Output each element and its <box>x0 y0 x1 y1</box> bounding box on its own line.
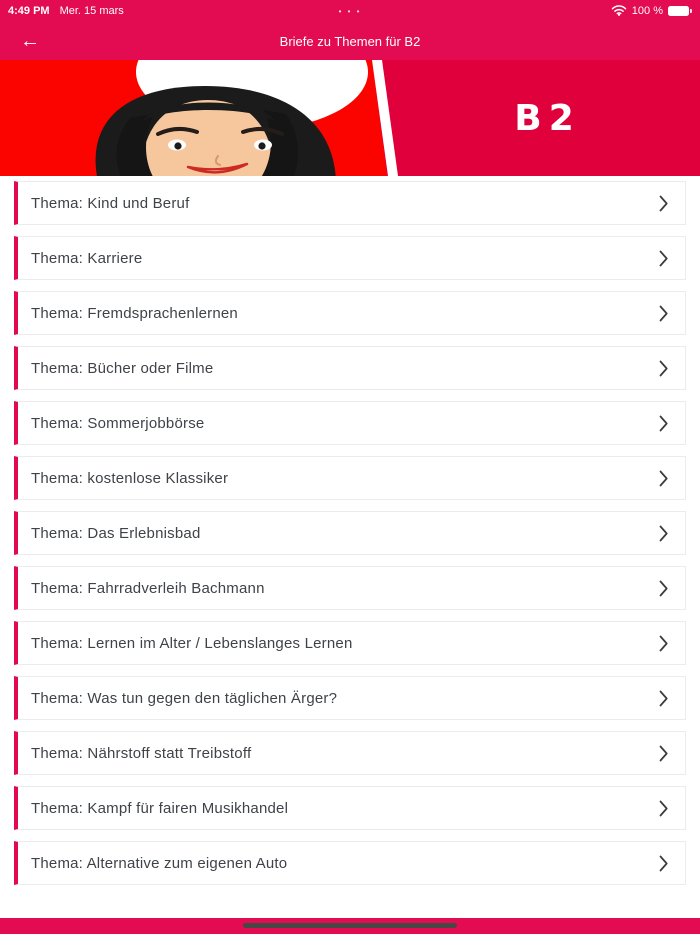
bottom-bar <box>0 918 700 934</box>
list-item[interactable] <box>14 181 686 225</box>
battery-percent: 100 % <box>631 5 663 17</box>
chevron-right-icon <box>658 305 669 322</box>
list-item-label: Thema: Nährstoff statt Treibstoff <box>31 744 252 762</box>
list-item-label: Thema: Alternative zum eigenen Auto <box>31 854 288 872</box>
nav-bar <box>0 22 700 60</box>
list-item-label: Thema: kostenlose Klassiker <box>31 469 229 487</box>
list-item[interactable] <box>14 236 686 280</box>
chevron-right-icon <box>658 250 669 267</box>
chevron-right-icon <box>658 525 669 542</box>
chevron-right-icon <box>658 800 669 817</box>
banner-level-area <box>395 60 700 176</box>
chevron-right-icon <box>658 855 669 872</box>
list-item-label: Thema: Kind und Beruf <box>31 194 190 212</box>
multitasking-dots: • • • <box>338 6 362 16</box>
list-item-label: Thema: Fremdsprachenlernen <box>31 304 238 322</box>
chevron-right-icon <box>658 635 669 652</box>
home-indicator[interactable] <box>243 923 457 928</box>
list-item[interactable] <box>14 731 686 775</box>
list-item-label: Thema: Was tun gegen den täglichen Ärger? <box>31 689 338 707</box>
list-item[interactable] <box>14 401 686 445</box>
page-title: Briefe zu Themen für B2 <box>279 33 421 49</box>
list-item-label: Thema: Kampf für fairen Musikhandel <box>31 799 289 817</box>
list-item-label: Thema: Das Erlebnisbad <box>31 524 201 542</box>
status-time: 4:49 PM <box>8 5 50 17</box>
level-badge: B2 <box>514 97 581 139</box>
list-item[interactable] <box>14 456 686 500</box>
list-item[interactable] <box>14 786 686 830</box>
topic-list <box>0 176 700 918</box>
chevron-right-icon <box>658 415 669 432</box>
chevron-right-icon <box>658 470 669 487</box>
status-date: Mer. 15 mars <box>59 5 124 17</box>
chevron-right-icon <box>658 745 669 762</box>
banner <box>0 60 700 176</box>
list-item[interactable] <box>14 291 686 335</box>
chevron-right-icon <box>658 360 669 377</box>
list-item[interactable] <box>14 566 686 610</box>
woman-illustration <box>0 60 400 176</box>
list-item-label: Thema: Bücher oder Filme <box>31 359 214 377</box>
list-item-label: Thema: Sommerjobbörse <box>31 414 205 432</box>
list-item[interactable] <box>14 621 686 665</box>
list-item[interactable] <box>14 841 686 885</box>
list-item-label: Thema: Karriere <box>31 249 143 267</box>
chevron-right-icon <box>658 580 669 597</box>
list-item[interactable] <box>14 346 686 390</box>
chevron-right-icon <box>658 195 669 212</box>
list-item-label: Thema: Lernen im Alter / Lebenslanges Lernen <box>31 634 353 652</box>
back-button[interactable]: ← <box>20 30 40 52</box>
chevron-right-icon <box>658 690 669 707</box>
list-item-label: Thema: Fahrradverleih Bachmann <box>31 579 265 597</box>
status-bar <box>0 0 700 22</box>
list-item[interactable] <box>14 676 686 720</box>
list-item[interactable] <box>14 511 686 555</box>
